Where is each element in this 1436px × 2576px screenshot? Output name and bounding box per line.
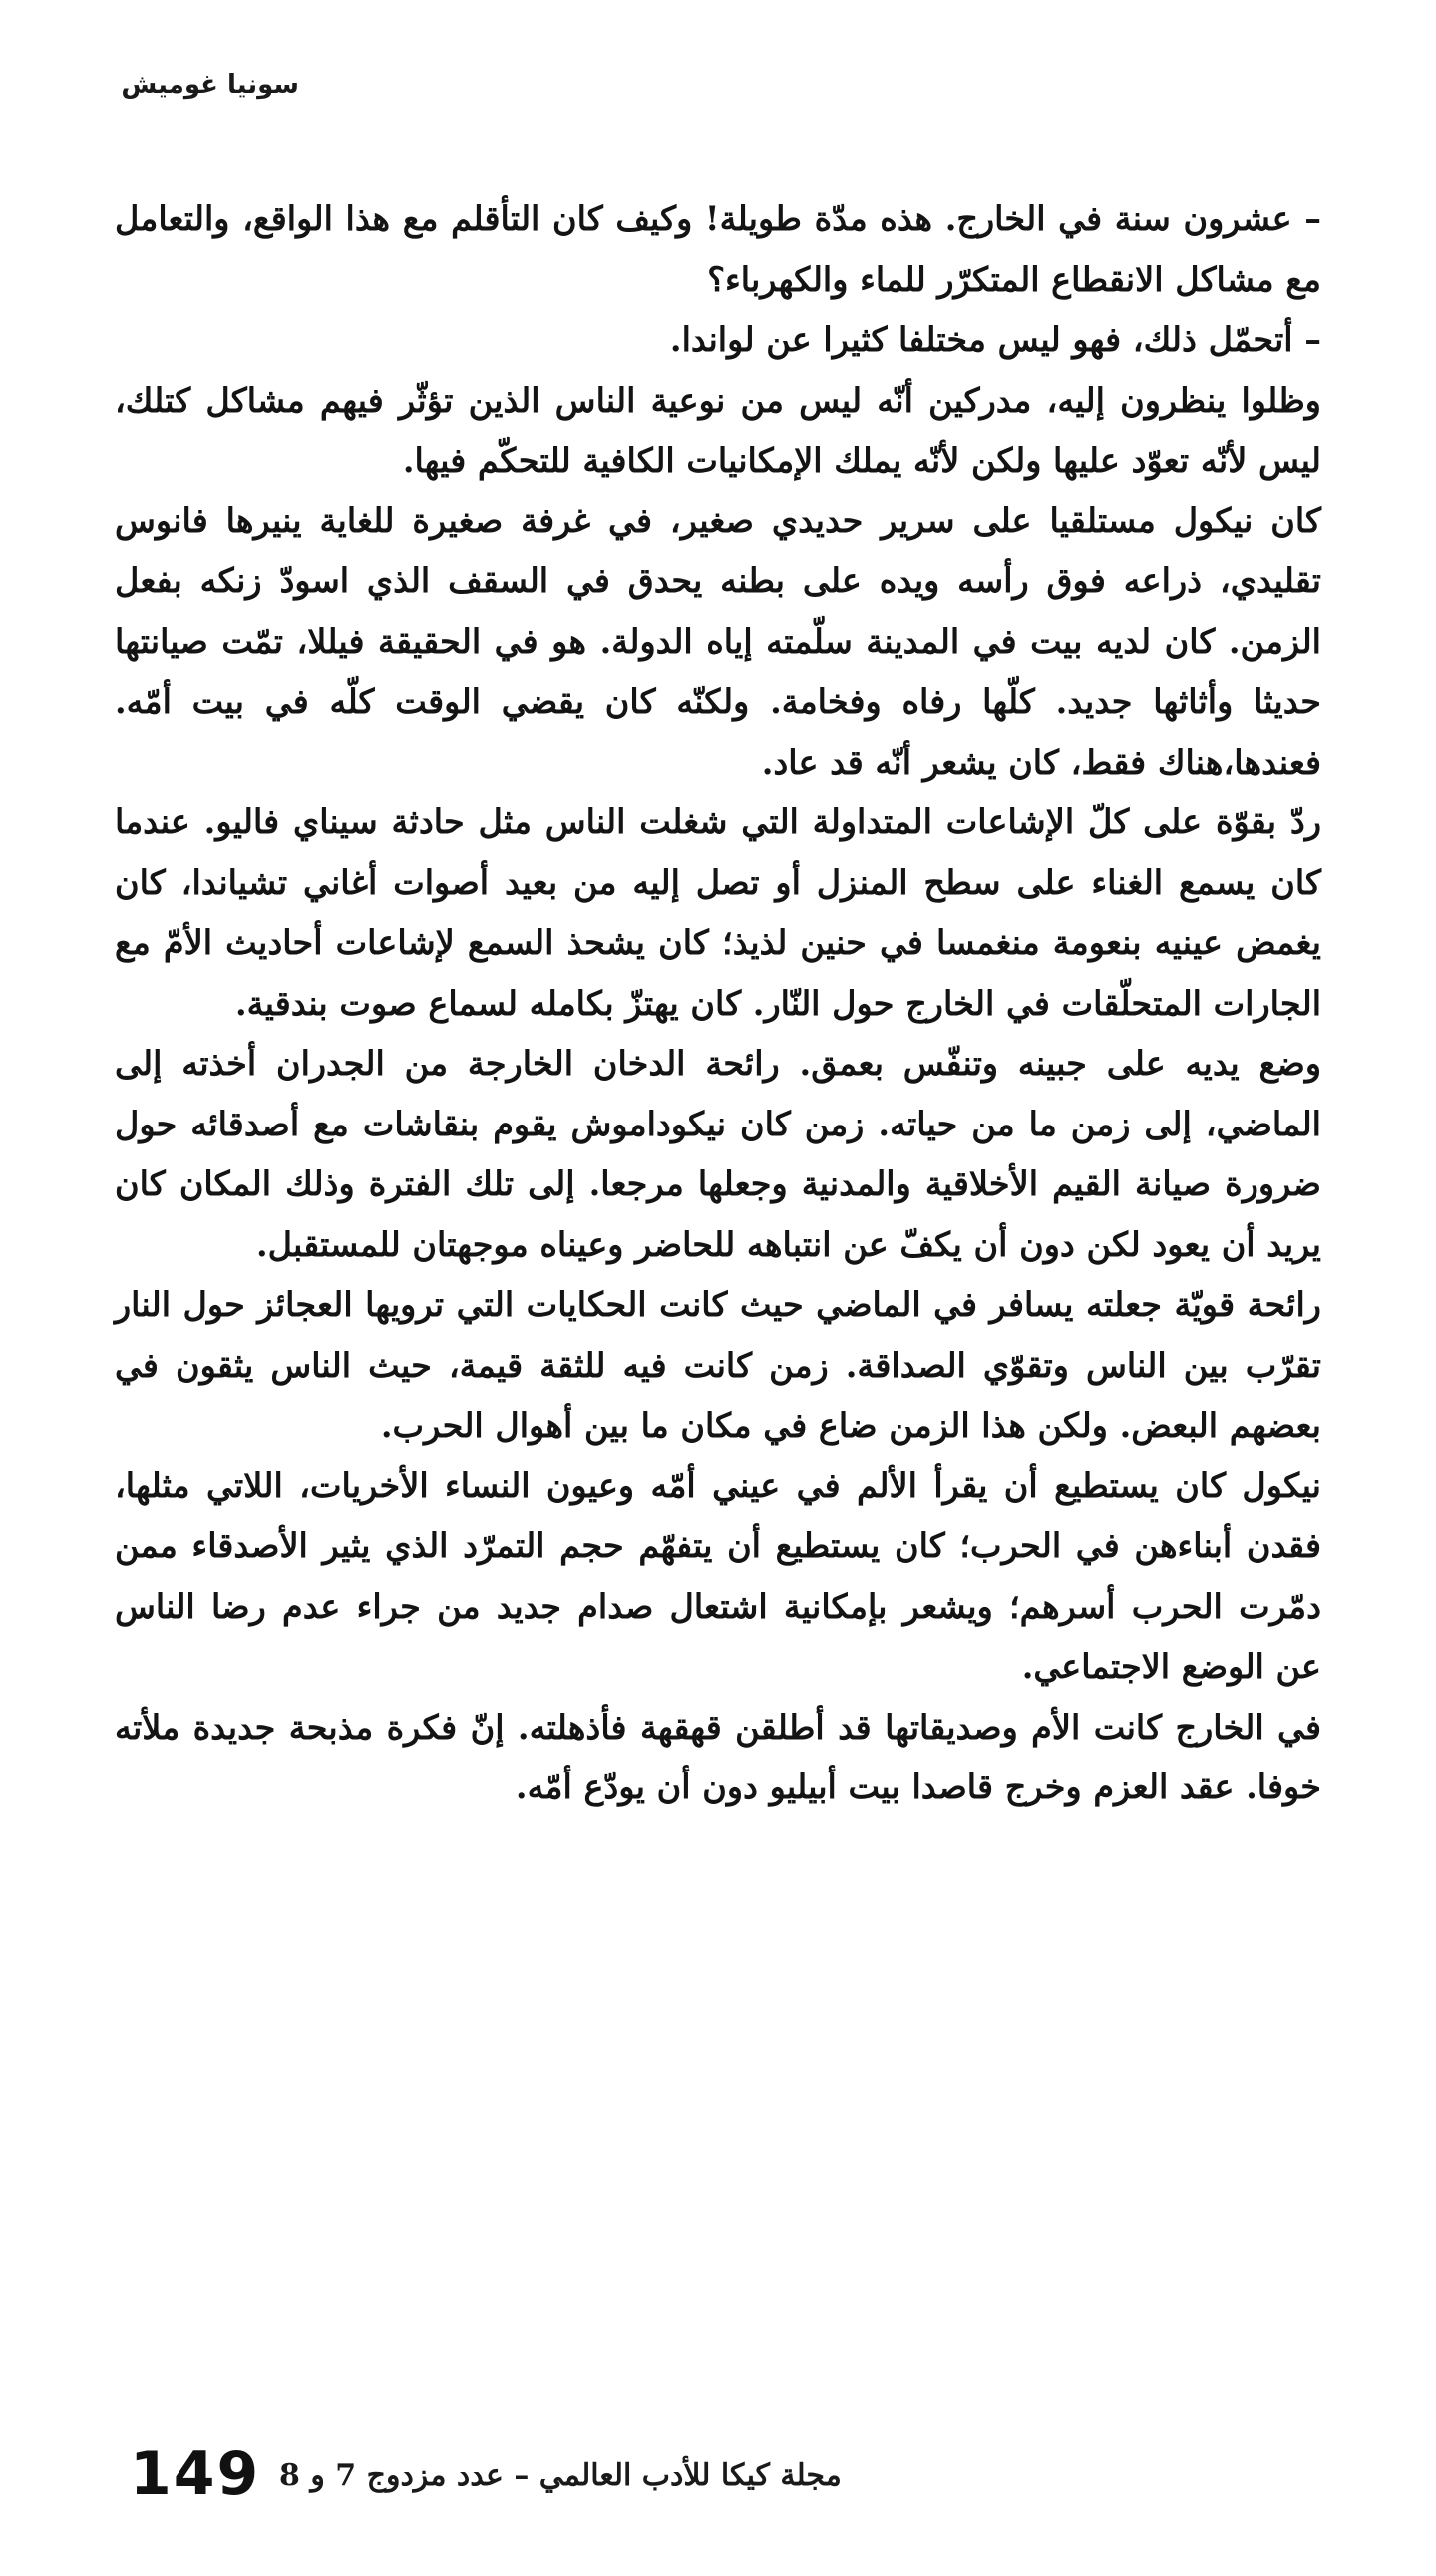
running-header-author: سونيا غوميش: [121, 70, 299, 100]
paragraph-dialogue-1: – عشرون سنة في الخارج. هذه مدّة طويلة! وكيف كان التأقلم مع هذا الواقع، والتعامل مع مشاكل الانقطاع المتكرّر للماء والكهرباء؟: [115, 199, 1321, 299]
page-footer: [130, 2434, 888, 2524]
article-body: [115, 189, 1321, 1818]
paragraph-7: رائحة قويّة جعلته يسافر في الماضي حيث كانت الحكايات التي ترويها العجائز حول النار تقرّب بين الناس وتقوّي الصداقة. زمن كانت فيه للثقة قيمة، حيث الناس يثقون في بعضهم البعض. ولكن هذا الزمن ضاع في مكان ما بين أهوال الحرب.: [115, 1285, 1321, 1445]
paragraph-5: ردّ بقوّة على كلّ الإشاعات المتداولة التي شغلت الناس مثل حادثة سيناي فاليو. عندما كان يسمع الغناء على سطح المنزل أو تصل إليه من بعيد أصوات أغاني تشياندا، كان يغمض عينيه بنعومة منغمسا في حنين لذيذ؛ كان يشحذ السمع لإشاعات أحاديث الأمّ مع الجارات المتحلّقات في الخارج حول النّار. كان يهتزّ بكامله لسماع صوت بندقية.: [115, 803, 1321, 1023]
paragraph-3: وظلوا ينظرون إليه، مدركين أنّه ليس من نوعية الناس الذين تؤثّر فيهم مشاكل كتلك، ليس لأنّه تعوّد عليها ولكن لأنّه يملك الإمكانيات الكافية للتحكّم فيها.: [115, 380, 1321, 480]
paragraph-dialogue-2: – أتحمّل ذلك، فهو ليس مختلفا كثيرا عن لواندا.: [669, 320, 1321, 359]
paragraph-6: وضع يديه على جبينه وتنفّس بعمق. رائحة الدخان الخارجة من الجدران أخذته إلى الماضي، إلى زمن ما من حياته. زمن كان نيكوداموش يقوم بنقاشات مع أصدقائه حول ضرورة صيانة القيم الأخلاقية والمدنية وجعلها مرجعا. إلى تلك الفترة وذلك المكان كان يريد أن يعود لكن دون أن يكفّ عن انتباهه للحاضر وعيناه موجهتان للمستقبل.: [115, 1044, 1321, 1264]
paragraph-8: نيكول كان يستطيع أن يقرأ الألم في عيني أمّه وعيون النساء الأخريات، اللاتي مثلها، فقدن أبناءهن في الحرب؛ كان يستطيع أن يتفهّم حجم التمرّد الذي يثير الأصدقاء ممن دمّرت الحرب أسرهم؛ ويشعر بإمكانية اشتعال صدام جديد من جراء عدم رضا الناس عن الوضع الاجتماعي.: [115, 1465, 1321, 1686]
page-number: 149: [130, 2439, 261, 2509]
journal-title: مجلة كيكا للأدب العالمي – عدد مزدوج 7 و 8: [279, 2458, 842, 2493]
paragraph-9: في الخارج كانت الأم وصديقاتها قد أطلقن قهقهة فأذهلته. إنّ فكرة مذبحة جديدة ملأته خوفا. عقد العزم وخرج قاصدا بيت أبيليو دون أن يودّع أمّه.: [115, 1707, 1321, 1806]
paragraph-4: كان نيكول مستلقيا على سرير حديدي صغير، في غرفة صغيرة للغاية ينيرها فانوس تقليدي، ذراعه فوق رأسه ويده على بطنه يحدق في السقف الذي اسودّ زنكه بفعل الزمن. كان لديه بيت في المدينة سلّمته إياه الدولة. هو في الحقيقة فيللا، تمّت صيانتها حديثا وأثاثها جديد. كلّها رفاه وفخامة. ولكنّه كان يقضي الوقت كلّه في بيت أمّه. فعندها،هناك فقط، كان يشعر أنّه قد عاد.: [115, 500, 1321, 782]
